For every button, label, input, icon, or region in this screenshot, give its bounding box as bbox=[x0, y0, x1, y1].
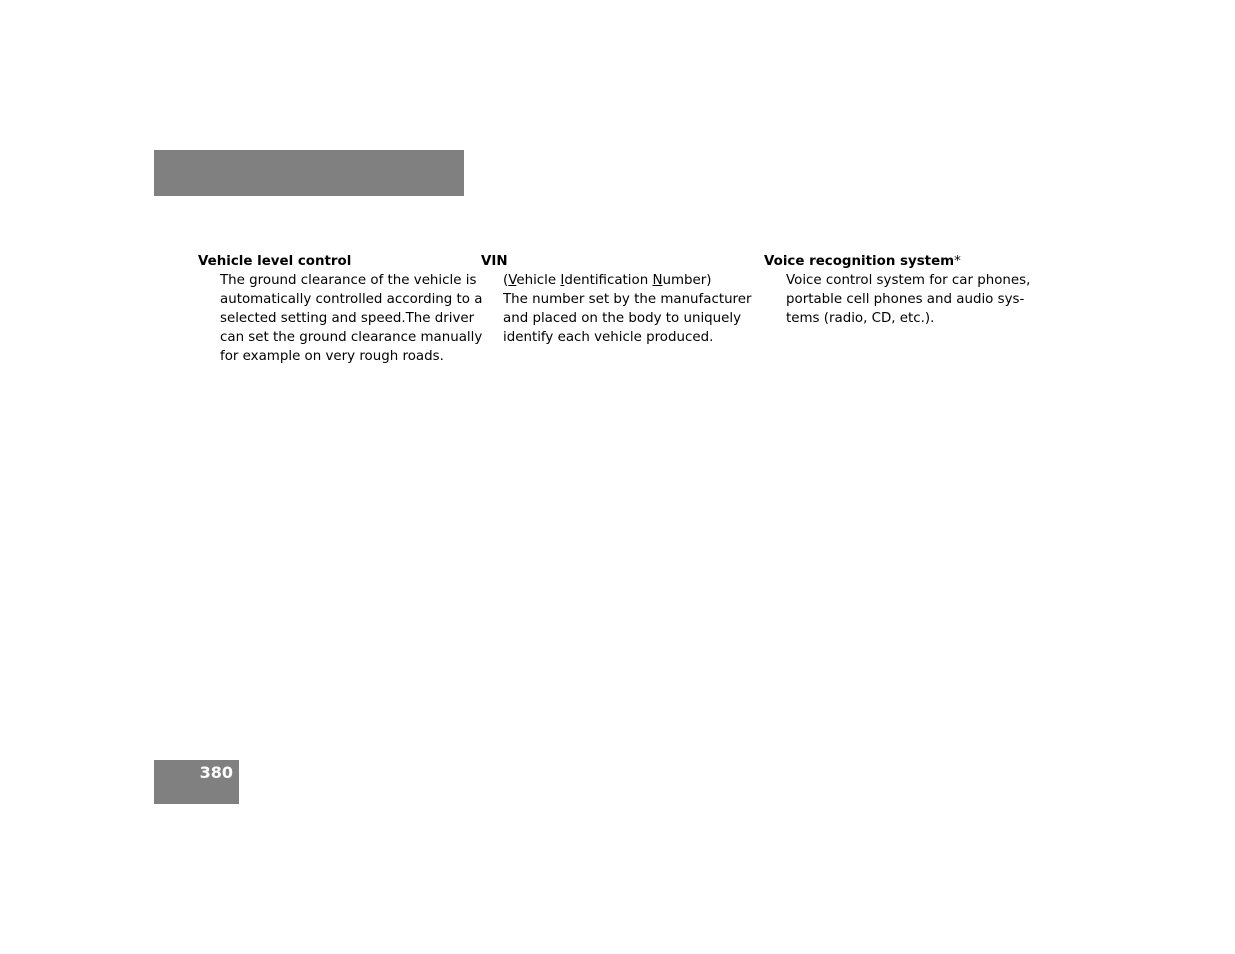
description-line: for example on very rough roads. bbox=[220, 348, 444, 364]
optional-equipment-asterisk: * bbox=[954, 254, 961, 269]
entry-description bbox=[481, 272, 751, 348]
description-line: and placed on the body to uniquely bbox=[503, 310, 742, 326]
header-bar bbox=[154, 150, 464, 196]
acronym-expansion: (Vehicle Identification Number) bbox=[503, 272, 712, 288]
entry-term: VIN bbox=[481, 254, 508, 269]
description-line: automatically controlled according to a bbox=[220, 291, 483, 307]
page-number-tab bbox=[154, 760, 239, 804]
glossary-entry-vehicle-level-control bbox=[198, 253, 483, 366]
entry-description bbox=[764, 272, 1034, 329]
description-line: The ground clearance of the vehicle is bbox=[220, 272, 477, 288]
description-line: The number set by the manufacturer bbox=[503, 291, 752, 307]
glossary-entry-voice-recognition-system bbox=[764, 253, 1034, 329]
entry-term: Voice recognition system* bbox=[764, 254, 961, 269]
description-line: tems (radio, CD, etc.). bbox=[786, 310, 935, 326]
description-line: can set the ground clearance manually bbox=[220, 329, 483, 345]
glossary-entry-vin bbox=[481, 253, 751, 348]
description-line: portable cell phones and audio sys- bbox=[786, 291, 1025, 307]
entry-description bbox=[198, 272, 483, 367]
description-line: selected setting and speed.The driver bbox=[220, 310, 475, 326]
page-number: 380 bbox=[199, 763, 233, 782]
description-line: identify each vehicle produced. bbox=[503, 329, 714, 345]
description-line: Voice control system for car phones, bbox=[786, 272, 1031, 288]
entry-term: Vehicle level control bbox=[198, 254, 352, 269]
